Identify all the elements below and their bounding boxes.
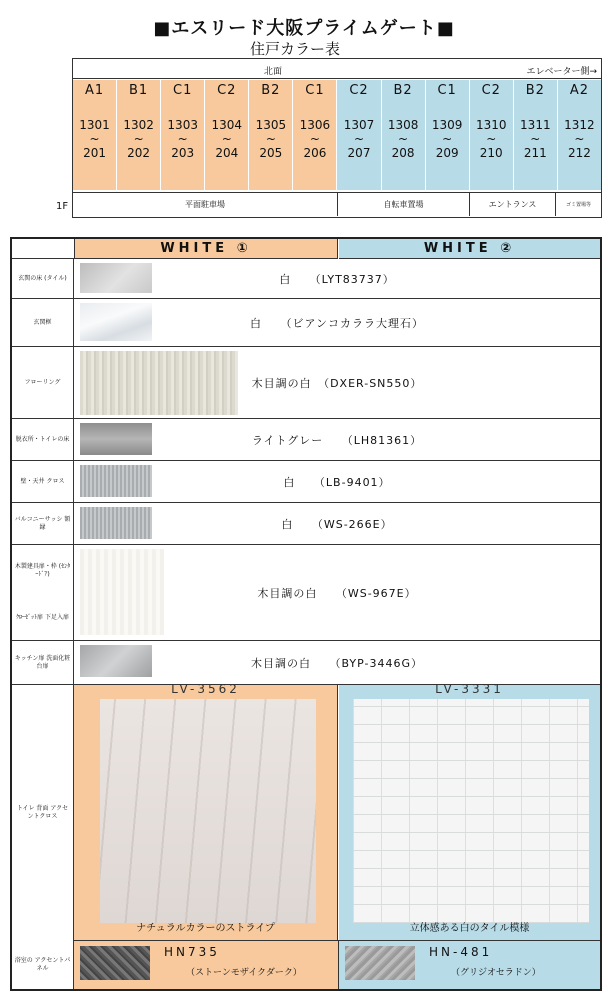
category-label: トイレ 背面 アクセントクロス [12, 685, 74, 941]
swatch-image [345, 946, 415, 980]
header-white-2: WHITE ② [339, 239, 600, 259]
page-title: ■エスリード大阪プライムゲート■ [153, 18, 455, 39]
bath-name: （グリジオセラドン） [451, 968, 541, 978]
unit-number-bottom: 210 [479, 146, 503, 160]
spec-value: 白 （ビアンコカララ大理石） [249, 316, 425, 330]
north-label: 北面 [263, 67, 282, 77]
unit-column [514, 80, 558, 190]
category-label: 玄関框 [12, 299, 74, 346]
unit-number-top: 1310 [475, 118, 507, 132]
entrance-label: エントランス [470, 193, 556, 216]
header-white-1: WHITE ① [74, 239, 338, 259]
unit-number-bottom: 209 [435, 146, 459, 160]
unit-layout [72, 58, 602, 218]
swatch-image [80, 946, 150, 980]
accent-caption: ナチュラルカラーのストライプ [136, 923, 275, 934]
floor-label: 1F [56, 201, 69, 212]
unit-range-tilde: ~ [309, 132, 320, 146]
unit-type: A2 [569, 83, 589, 98]
row-entrance-floor [12, 259, 600, 299]
unit-number-top: 1307 [343, 118, 375, 132]
unit-column [337, 80, 381, 190]
accent-code: LV-3562 [171, 682, 240, 696]
elevator-label: エレベーター側→ [526, 67, 597, 77]
category-label: バルコニーサッシ 額縁 [12, 503, 74, 544]
unit-number-top: 1308 [387, 118, 419, 132]
unit-columns [73, 80, 601, 190]
row-kitchen [12, 641, 600, 685]
unit-column [558, 80, 601, 190]
closet-label: ｸﾛｰｾﾞｯﾄ扉 下足入扉 [16, 614, 69, 622]
unit-range-tilde: ~ [265, 132, 276, 146]
unit-number-bottom: 211 [523, 146, 547, 160]
unit-number-bottom: 201 [83, 146, 106, 160]
spec-value: 白 （LYT83737） [279, 272, 395, 286]
unit-number-top: 1301 [79, 118, 110, 132]
stripe-swatch [100, 699, 316, 923]
unit-column [205, 80, 249, 190]
unit-column [161, 80, 205, 190]
category-label: 脱衣所・トイレの床 [12, 419, 74, 460]
units-header [73, 59, 601, 79]
unit-number-bottom: 203 [171, 146, 195, 160]
bath-white-1 [74, 941, 339, 989]
bath-code: HN-481 [429, 945, 493, 959]
unit-number-bottom: 204 [215, 146, 239, 160]
unit-column [470, 80, 514, 190]
unit-type: C2 [481, 83, 501, 98]
unit-column [73, 80, 117, 190]
unit-range-tilde: ~ [530, 132, 541, 146]
unit-column [382, 80, 426, 190]
unit-range-tilde: ~ [177, 132, 188, 146]
unit-type: C2 [349, 83, 369, 98]
unit-number-top: 1311 [520, 118, 551, 132]
unit-number-top: 1303 [167, 118, 198, 132]
unit-number-top: 1309 [431, 118, 463, 132]
unit-type: B1 [129, 83, 149, 98]
unit-number-bottom: 202 [127, 146, 151, 160]
row-washroom-floor [12, 419, 600, 461]
spec-value: 白 （WS-266E） [281, 517, 393, 531]
category-label: 玄関の床 (タイル) [12, 259, 74, 298]
spec-value: ライトグレー （LH81361） [251, 433, 423, 447]
unit-number-top: 1312 [564, 118, 595, 132]
unit-type: C1 [437, 83, 457, 98]
unit-range-tilde: ~ [486, 132, 497, 146]
accent-white-2 [339, 682, 600, 940]
bath-code: HN735 [164, 945, 220, 959]
unit-type: C1 [305, 83, 325, 98]
unit-number-bottom: 205 [259, 146, 283, 160]
unit-column [117, 80, 161, 190]
category-label: キッチン扉 洗面化粧台扉 [12, 641, 74, 684]
accent-caption: 立体感ある白のタイル模様 [409, 923, 530, 934]
unit-range-tilde: ~ [353, 132, 365, 146]
unit-number-bottom: 208 [391, 146, 415, 160]
bicycle-label: 自転車置場 [338, 193, 470, 216]
spec-table [10, 237, 602, 991]
row-entrance-frame [12, 299, 600, 347]
spec-value: 白 （LB-9401） [283, 475, 391, 489]
unit-number-bottom: 207 [347, 146, 371, 160]
accent-white-1 [74, 682, 338, 940]
unit-number-top: 1306 [299, 118, 331, 132]
unit-number-top: 1305 [255, 118, 287, 132]
row-balcony [12, 503, 600, 545]
category-label: 木製建具扉・枠 (ｾﾝﾀｰﾄﾞｱ) [14, 562, 71, 578]
spec-corner [12, 239, 74, 259]
category-label: 壁・天井 クロス [12, 461, 74, 502]
spec-value: 木目調の白 （DXER-SN550） [251, 376, 423, 390]
unit-number-bottom: 212 [567, 146, 591, 160]
unit-range-tilde: ~ [442, 132, 453, 146]
parking-label: 平面駐車場 [73, 193, 338, 216]
trash-label: ゴミ置場等 [565, 202, 591, 208]
unit-column [426, 80, 470, 190]
unit-number-top: 1302 [123, 118, 154, 132]
accent-cloth [74, 682, 600, 941]
spec-value: 木目調の白 （BYP-3446G） [250, 656, 424, 670]
unit-type: B2 [525, 83, 545, 98]
ground-floor [73, 192, 601, 216]
unit-type: C2 [217, 83, 237, 98]
unit-type: C1 [173, 83, 193, 98]
unit-range-tilde: ~ [89, 132, 100, 146]
spec-value: 木目調の白 （WS-967E） [257, 586, 417, 600]
row-door [12, 545, 600, 641]
unit-type: B2 [261, 83, 281, 98]
category-label: 浴室の アクセントパネル [12, 941, 74, 989]
unit-range-tilde: ~ [574, 132, 585, 146]
page-subtitle: 住戸カラー表 [250, 40, 341, 58]
unit-number-top: 1304 [211, 118, 243, 132]
row-bath [12, 941, 600, 989]
tile-swatch [353, 699, 589, 923]
bath-white-2 [339, 941, 600, 989]
unit-column [293, 80, 337, 190]
unit-column [249, 80, 293, 190]
unit-range-tilde: ~ [398, 132, 409, 146]
bath-name: （ストーンモザイクダーク） [186, 968, 302, 978]
unit-number-bottom: 206 [303, 146, 327, 160]
row-wall [12, 461, 600, 503]
unit-range-tilde: ~ [133, 132, 144, 146]
category-label: フローリング [12, 347, 74, 418]
category-cell [12, 545, 74, 640]
row-flooring [12, 347, 600, 419]
accent-code: LV-3331 [435, 682, 504, 696]
unit-type: B2 [393, 83, 413, 98]
unit-range-tilde: ~ [221, 132, 232, 146]
unit-type: A1 [84, 83, 105, 98]
